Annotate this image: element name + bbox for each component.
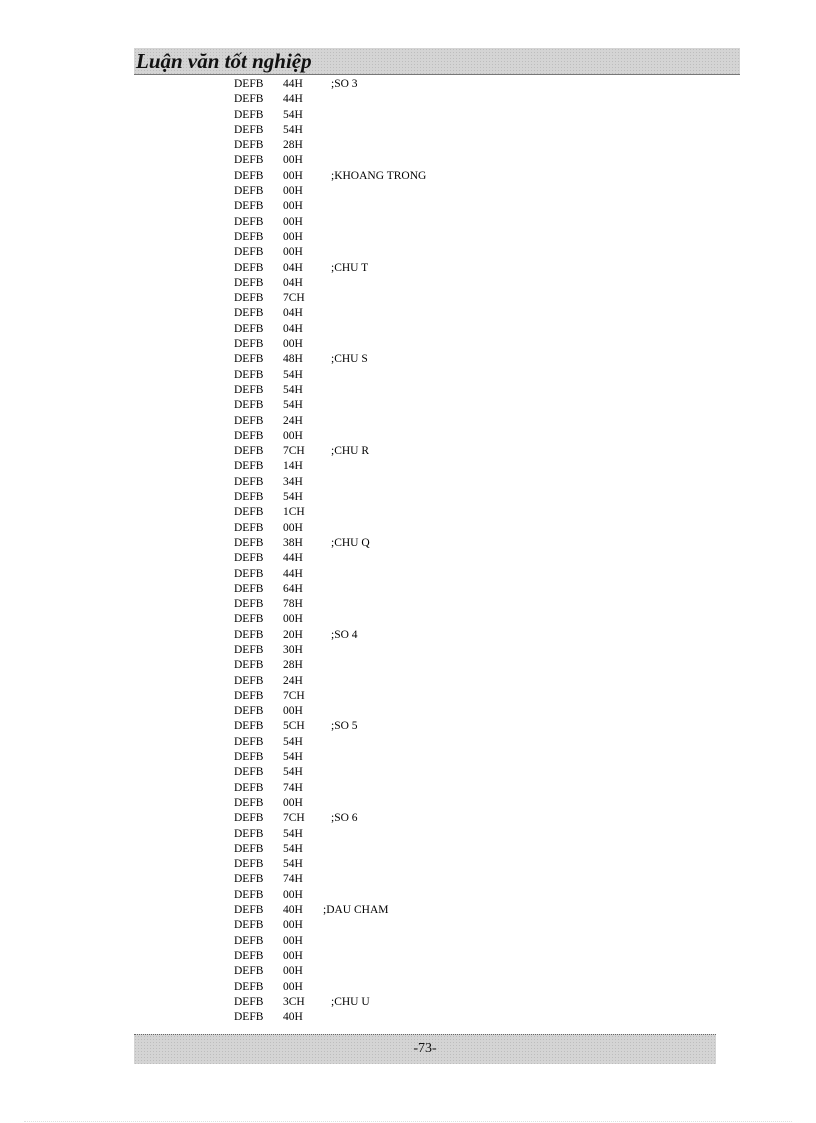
byte-value: 64H — [283, 582, 303, 595]
directive: DEFB — [234, 995, 264, 1008]
directive: DEFB — [234, 796, 264, 809]
code-line — [234, 658, 614, 673]
directive: DEFB — [234, 108, 264, 121]
byte-value: 00H — [283, 521, 303, 534]
directive: DEFB — [234, 567, 264, 580]
directive: DEFB — [234, 383, 264, 396]
code-comment: ;CHU S — [331, 353, 368, 366]
byte-value: 40H — [283, 1011, 303, 1024]
byte-value: 74H — [283, 873, 303, 886]
byte-value: 54H — [283, 399, 303, 412]
directive: DEFB — [234, 949, 264, 962]
directive: DEFB — [234, 888, 264, 901]
byte-value: 1CH — [283, 506, 305, 519]
directive: DEFB — [234, 276, 264, 289]
directive: DEFB — [234, 751, 264, 764]
byte-value: 00H — [283, 949, 303, 962]
directive: DEFB — [234, 322, 264, 335]
code-line — [234, 597, 614, 612]
code-line — [234, 230, 614, 245]
byte-value: 00H — [283, 215, 303, 228]
byte-value: 54H — [283, 368, 303, 381]
code-line — [234, 964, 614, 979]
code-line — [234, 306, 614, 321]
code-line — [234, 628, 614, 643]
page-number: -73- — [413, 1041, 437, 1056]
byte-value: 54H — [283, 827, 303, 840]
directive: DEFB — [234, 934, 264, 947]
byte-value: 04H — [283, 276, 303, 289]
code-line — [234, 567, 614, 582]
code-line — [234, 1010, 614, 1025]
directive: DEFB — [234, 582, 264, 595]
directive: DEFB — [234, 261, 264, 274]
directive: DEFB — [234, 368, 264, 381]
directive: DEFB — [234, 781, 264, 794]
byte-value: 24H — [283, 414, 303, 427]
directive: DEFB — [234, 185, 264, 198]
code-comment: ;CHU U — [331, 995, 370, 1008]
directive: DEFB — [234, 399, 264, 412]
byte-value: 00H — [283, 919, 303, 932]
code-line — [234, 169, 614, 184]
byte-value: 7CH — [283, 445, 305, 458]
code-comment: ;SO 5 — [331, 720, 358, 733]
code-line — [234, 918, 614, 933]
directive: DEFB — [234, 353, 264, 366]
code-line — [234, 123, 614, 138]
code-line — [234, 643, 614, 658]
code-line — [234, 857, 614, 872]
code-line — [234, 383, 614, 398]
byte-value: 24H — [283, 674, 303, 687]
directive: DEFB — [234, 230, 264, 243]
code-line — [234, 827, 614, 842]
directive: DEFB — [234, 154, 264, 167]
code-line — [234, 949, 614, 964]
directive: DEFB — [234, 460, 264, 473]
byte-value: 3CH — [283, 995, 305, 1008]
byte-value: 00H — [283, 888, 303, 901]
code-line — [234, 872, 614, 887]
code-line — [234, 842, 614, 857]
directive: DEFB — [234, 705, 264, 718]
code-line — [234, 490, 614, 505]
code-line — [234, 153, 614, 168]
code-line — [234, 108, 614, 123]
code-line — [234, 429, 614, 444]
directive: DEFB — [234, 552, 264, 565]
directive: DEFB — [234, 78, 264, 90]
byte-value: 00H — [283, 796, 303, 809]
directive: DEFB — [234, 659, 264, 672]
byte-value: 54H — [283, 735, 303, 748]
code-line — [234, 138, 614, 153]
directive: DEFB — [234, 720, 264, 733]
directive: DEFB — [234, 536, 264, 549]
byte-value: 54H — [283, 383, 303, 396]
code-line — [234, 980, 614, 995]
code-line — [234, 276, 614, 291]
code-line — [234, 444, 614, 459]
byte-value: 40H — [283, 904, 303, 917]
byte-value: 00H — [283, 246, 303, 259]
code-line — [234, 199, 614, 214]
directive: DEFB — [234, 200, 264, 213]
byte-value: 00H — [283, 154, 303, 167]
directive: DEFB — [234, 827, 264, 840]
byte-value: 44H — [283, 552, 303, 565]
byte-value: 00H — [283, 338, 303, 351]
byte-value: 30H — [283, 643, 303, 656]
code-line — [234, 934, 614, 949]
code-line — [234, 719, 614, 734]
code-line — [234, 903, 614, 918]
code-comment: ;DAU CHAM — [323, 904, 389, 917]
byte-value: 48H — [283, 353, 303, 366]
byte-value: 00H — [283, 169, 303, 182]
byte-value: 00H — [283, 230, 303, 243]
byte-value: 28H — [283, 139, 303, 152]
byte-value: 44H — [283, 78, 303, 90]
byte-value: 28H — [283, 659, 303, 672]
byte-value: 7CH — [283, 689, 305, 702]
directive: DEFB — [234, 598, 264, 611]
page-footer — [134, 1034, 716, 1064]
directive: DEFB — [234, 414, 264, 427]
directive: DEFB — [234, 1011, 264, 1024]
byte-value: 7CH — [283, 812, 305, 825]
code-line — [234, 582, 614, 597]
byte-value: 74H — [283, 781, 303, 794]
code-line — [234, 291, 614, 306]
directive: DEFB — [234, 643, 264, 656]
directive: DEFB — [234, 475, 264, 488]
byte-value: 54H — [283, 123, 303, 136]
bottom-divider — [24, 1121, 792, 1122]
code-line — [234, 521, 614, 536]
code-line — [234, 505, 614, 520]
byte-value: 54H — [283, 766, 303, 779]
code-line — [234, 765, 614, 780]
code-line — [234, 414, 614, 429]
byte-value: 00H — [283, 705, 303, 718]
directive: DEFB — [234, 965, 264, 978]
byte-value: 54H — [283, 491, 303, 504]
directive: DEFB — [234, 338, 264, 351]
code-line — [234, 368, 614, 383]
code-line — [234, 995, 614, 1010]
code-comment: ;CHU Q — [331, 536, 370, 549]
directive: DEFB — [234, 628, 264, 641]
byte-value: 14H — [283, 460, 303, 473]
code-line — [234, 215, 614, 230]
directive: DEFB — [234, 246, 264, 259]
byte-value: 54H — [283, 842, 303, 855]
byte-value: 54H — [283, 751, 303, 764]
code-comment: ;CHU R — [331, 445, 370, 458]
code-line — [234, 674, 614, 689]
byte-value: 34H — [283, 475, 303, 488]
code-line — [234, 781, 614, 796]
code-line — [234, 398, 614, 413]
byte-value: 04H — [283, 322, 303, 335]
directive: DEFB — [234, 735, 264, 748]
code-line — [234, 322, 614, 337]
code-line — [234, 536, 614, 551]
byte-value: 7CH — [283, 292, 305, 305]
directive: DEFB — [234, 919, 264, 932]
code-line — [234, 261, 614, 276]
directive: DEFB — [234, 445, 264, 458]
code-line — [234, 337, 614, 352]
byte-value: 00H — [283, 965, 303, 978]
directive: DEFB — [234, 491, 264, 504]
byte-value: 04H — [283, 307, 303, 320]
byte-value: 44H — [283, 567, 303, 580]
code-line — [234, 551, 614, 566]
code-comment: ;SO 3 — [331, 78, 358, 90]
directive: DEFB — [234, 93, 264, 106]
code-comment: ;SO 4 — [331, 628, 358, 641]
directive: DEFB — [234, 766, 264, 779]
directive: DEFB — [234, 506, 264, 519]
code-line — [234, 612, 614, 627]
code-line — [234, 77, 614, 92]
code-line — [234, 92, 614, 107]
code-comment: ;CHU T — [331, 261, 369, 274]
directive: DEFB — [234, 123, 264, 136]
directive: DEFB — [234, 674, 264, 687]
directive: DEFB — [234, 139, 264, 152]
directive: DEFB — [234, 873, 264, 886]
code-line — [234, 750, 614, 765]
code-line — [234, 352, 614, 367]
byte-value: 20H — [283, 628, 303, 641]
code-line — [234, 888, 614, 903]
directive: DEFB — [234, 429, 264, 442]
directive: DEFB — [234, 842, 264, 855]
byte-value: 54H — [283, 108, 303, 121]
code-comment: ;SO 6 — [331, 812, 358, 825]
directive: DEFB — [234, 292, 264, 305]
directive: DEFB — [234, 904, 264, 917]
byte-value: 5CH — [283, 720, 305, 733]
code-line — [234, 184, 614, 199]
byte-value: 00H — [283, 613, 303, 626]
page-header — [134, 48, 740, 75]
byte-value: 38H — [283, 536, 303, 549]
page-header-title: Luận văn tốt nghiệp — [136, 49, 312, 73]
directive: DEFB — [234, 169, 264, 182]
code-line — [234, 459, 614, 474]
code-line — [234, 704, 614, 719]
directive: DEFB — [234, 307, 264, 320]
byte-value: 00H — [283, 429, 303, 442]
byte-value: 54H — [283, 858, 303, 871]
byte-value: 44H — [283, 93, 303, 106]
byte-value: 00H — [283, 185, 303, 198]
directive: DEFB — [234, 812, 264, 825]
byte-value: 04H — [283, 261, 303, 274]
code-listing — [234, 77, 614, 1025]
code-line — [234, 689, 614, 704]
directive: DEFB — [234, 980, 264, 993]
byte-value: 78H — [283, 598, 303, 611]
code-line — [234, 735, 614, 750]
directive: DEFB — [234, 215, 264, 228]
code-line — [234, 245, 614, 260]
byte-value: 00H — [283, 980, 303, 993]
directive: DEFB — [234, 613, 264, 626]
code-line — [234, 811, 614, 826]
code-comment: ;KHOANG TRONG — [331, 169, 427, 182]
directive: DEFB — [234, 689, 264, 702]
code-line — [234, 475, 614, 490]
byte-value: 00H — [283, 200, 303, 213]
directive: DEFB — [234, 521, 264, 534]
directive: DEFB — [234, 858, 264, 871]
code-line — [234, 796, 614, 811]
byte-value: 00H — [283, 934, 303, 947]
